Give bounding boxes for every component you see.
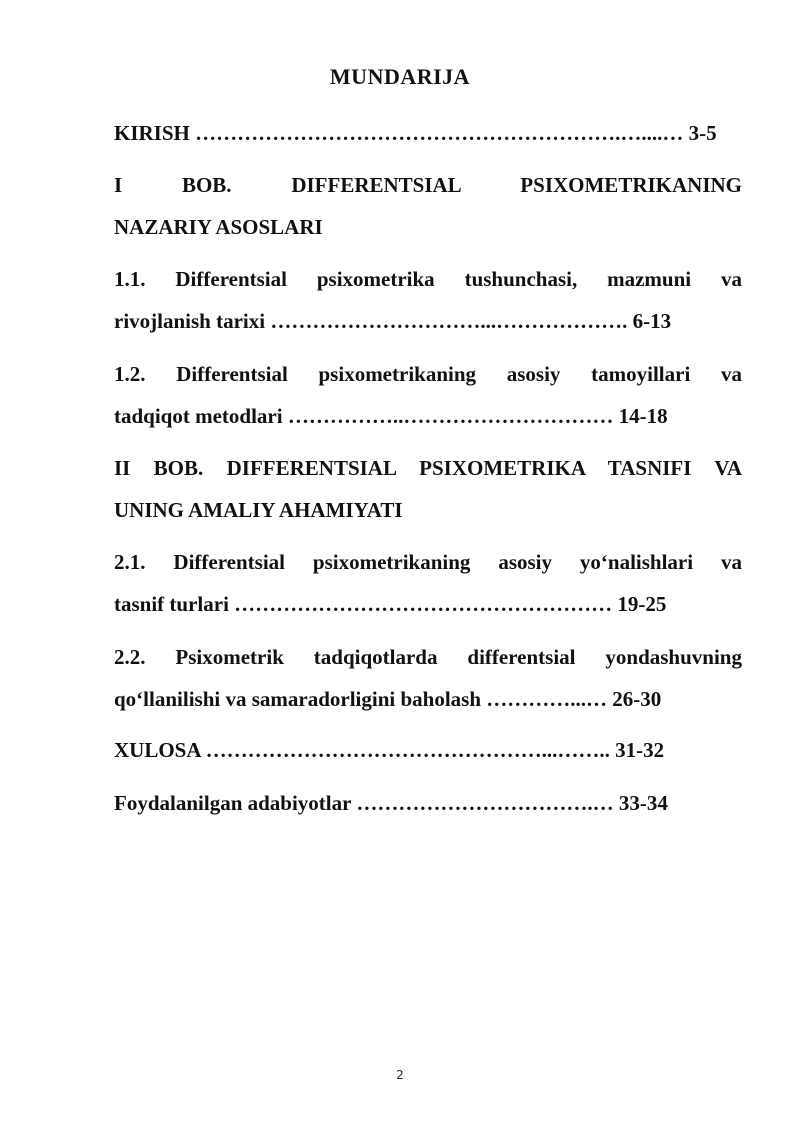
toc-entry-line [114, 395, 742, 437]
toc-page-range: 14-18 [618, 404, 668, 428]
toc-entry-line [114, 678, 742, 720]
toc-leader-dots: …………………………………………………….…....… [195, 121, 684, 145]
toc-entry-line [114, 729, 742, 771]
toc-entry-text: tadqiqot metodlari [114, 404, 283, 428]
toc-entry-line [114, 112, 742, 154]
toc-entry-line [114, 583, 742, 625]
toc-page-range: 31-32 [615, 738, 665, 762]
toc-page-range: 6-13 [632, 309, 672, 333]
toc-entry-text: tasnif turlari [114, 592, 229, 616]
toc-entry-xulosa [114, 729, 742, 771]
toc-entry-text: KIRISH [114, 121, 190, 145]
toc-leader-dots: …………...… [486, 687, 608, 711]
toc-section-line-1: 2.2. Psixometrik tadqiqotlarda differentsial yondashuvning [114, 645, 742, 669]
toc-chapter-1 [114, 164, 742, 248]
toc-entry-line [114, 300, 742, 342]
toc-leader-dots: …………………………………………...…….. [205, 738, 610, 762]
toc-section-line-1: 1.1. Differentsial psixometrika tushunchasi, mazmuni va [114, 267, 742, 291]
toc-chapter-line-1: I BOB. DIFFERENTSIAL PSIXOMETRIKANING [114, 173, 742, 197]
toc-section-2-2 [114, 636, 742, 720]
toc-chapter-line-2: NAZARIY ASOSLARI [114, 215, 323, 239]
toc-entry-references [114, 782, 742, 824]
toc-entry-text: Foydalanilgan adabiyotlar [114, 791, 352, 815]
toc-section-2-1 [114, 541, 742, 625]
toc-page-range: 19-25 [617, 592, 667, 616]
page-number: 2 [396, 1068, 404, 1082]
toc-page-range: 3-5 [688, 121, 717, 145]
toc-chapter-2 [114, 447, 742, 531]
toc-entry-line [114, 782, 742, 824]
toc-entry-text: XULOSA [114, 738, 201, 762]
toc-section-1-2 [114, 353, 742, 437]
toc-chapter-line-1: II BOB. DIFFERENTSIAL PSIXOMETRIKA TASNIFI VA [114, 456, 742, 480]
toc-entry-text: rivojlanish tarixi [114, 309, 266, 333]
toc-section-line-1: 2.1. Differentsial psixometrikaning asosiy yo‘nalishlari va [114, 550, 742, 574]
toc-page-range: 33-34 [618, 791, 668, 815]
toc-chapter-line-2: UNING AMALIY AHAMIYATI [114, 498, 403, 522]
toc-leader-dots: …………………………...………………. [270, 309, 628, 333]
toc-section-1-1 [114, 258, 742, 342]
toc-entry-kirish [114, 112, 742, 154]
toc-page-range: 26-30 [612, 687, 662, 711]
toc-leader-dots: …………………………….… [356, 791, 614, 815]
toc-entry-text: qo‘llanilishi va samaradorligini baholash [114, 687, 487, 711]
toc-section-line-1: 1.2. Differentsial psixometrikaning asosiy tamoyillari va [114, 362, 742, 386]
toc-title: MUNDARIJA [329, 64, 471, 89]
toc-leader-dots: ……………………………………………… [234, 592, 613, 616]
toc-leader-dots: ……………..………………………… [287, 404, 614, 428]
